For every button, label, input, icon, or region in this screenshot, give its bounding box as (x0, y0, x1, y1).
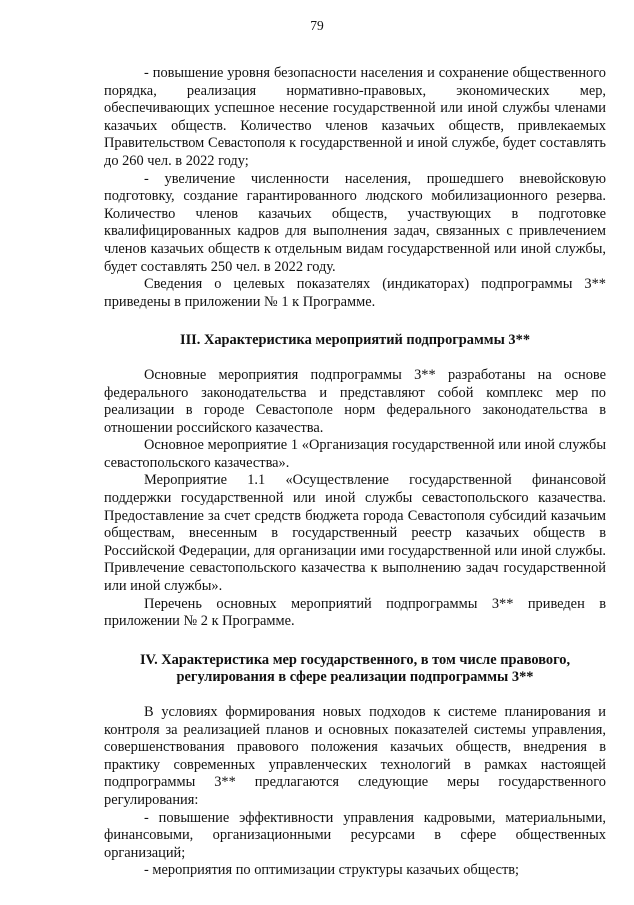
section-heading-iv-line1: IV. Характеристика мер государственного, в том числе правового, (139, 651, 571, 668)
section-heading-iv-line2: регулирования в сфере реализации подпрограммы 3** (176, 669, 534, 686)
paragraph-military-training: - увеличение численности населения, прошедшего вневойсковую подготовку, создание гарантированного людского мобилизационного резерва. Количество членов казачьих обществ, участвующих в подготовке квалифицированных кадров для выполнения задач, связанных с привлечением членов казачьих обществ к отдельным видам государственной или иной службы, будет составлять 250 чел. в 2022 году. (104, 170, 606, 275)
paragraph-structure-optimization: - мероприятия по оптимизации структуры казачьих обществ; (144, 862, 520, 879)
paragraph-main-activity-1: Основное мероприятие 1 «Организация государственной или иной службы севастопольского казачества». (104, 437, 606, 471)
section-heading-iv (104, 652, 606, 687)
paragraph-efficiency: - повышение эффективности управления кадровыми, материальными, финансовыми, организационными ресурсами в сфере общественных организаций; (104, 809, 606, 861)
paragraph-main-activities: Основные мероприятия подпрограммы 3** разработаны на основе федерального законодательства и представляют собой комплекс мер по реализации в городе Севастополе норм федерального законодательства в отношении российского казачества. (104, 366, 606, 436)
document-body (104, 65, 606, 880)
paragraph-target-indicators: Сведения о целевых показателях (индикаторах) подпрограммы 3** приведены в приложении № 1 к Программе. (104, 276, 606, 310)
paragraph-regulation-measures: В условиях формирования новых подходов к системе планирования и контроля за реализацией планов и основных показателей системы управления, совершенствования правового положения казачьих обществ, внедрения в практику современных управленческих технологий в рамках настоящей подпрограммы 3** предлагаются следующие меры государственного регулирования: (104, 704, 606, 808)
paragraph-activity-1-1: Мероприятие 1.1 «Осуществление государственной финансовой поддержки государственной или иной службы севастопольского казачества. Предоставление за счет средств бюджета города Севастополя субсидий казачьим обществам, внесенным в государственный реестр казачьих обществ в Российской Федерации, для организации ими государственной или иной службы. Привлечение севастопольского казачества к выполнению задач государственной или иной службы». (104, 472, 606, 595)
section-heading-iii: III. Характеристика мероприятий подпрограммы 3** (179, 332, 531, 349)
page-number: 79 (310, 18, 324, 33)
paragraph-security-measures: - повышение уровня безопасности населения и сохранение общественного порядка, реализация нормативно-правовых, экономических мер, обеспечивающих успешное несение государственной или иной службы членами казачьих обществ. Количество членов казачьих обществ, привлекаемых Правительством Севастополя к государственной и иной службе, будет составлять до 260 чел. в 2022 году; (104, 65, 606, 169)
paragraph-activities-list: Перечень основных мероприятий подпрограммы 3** приведен в приложении № 2 к Программе. (104, 595, 606, 630)
